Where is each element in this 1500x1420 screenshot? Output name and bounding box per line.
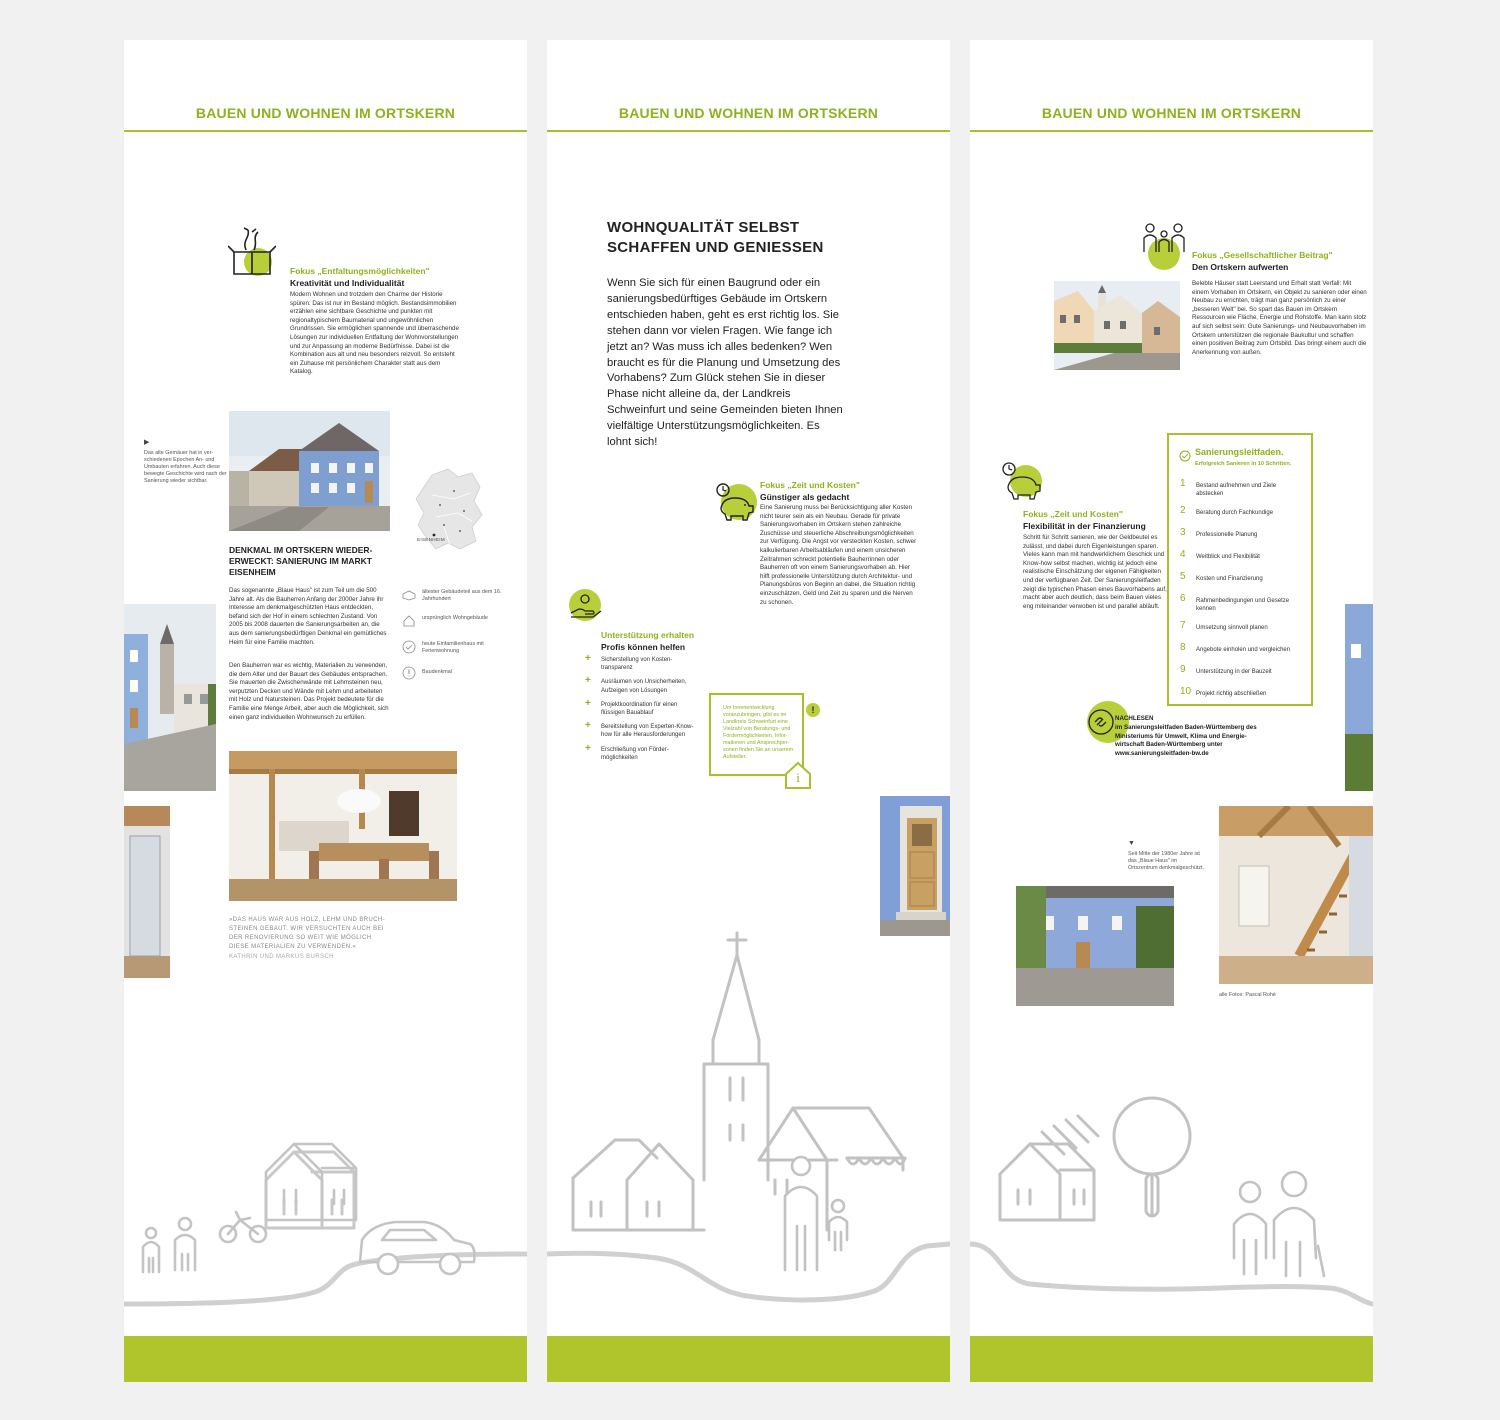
guide-step: 1 Bestand aufnehmen und Ziele abstecken: [1180, 478, 1277, 497]
map-label: EISENHEIM: [417, 537, 445, 542]
list-item: + Bereitstellung von Experten-Know-how für alle Herausforderungen: [585, 720, 694, 739]
cost-title: Günstiger als gedacht: [760, 492, 850, 502]
house-tree-people-illustration: [970, 40, 1373, 1382]
panel-footer-bar: [124, 1336, 527, 1382]
guide-step: 3 Professionelle Planung: [1180, 527, 1258, 538]
photo-credit: alle Fotos: Pascal Rohé: [1219, 992, 1276, 998]
contrib-label: Fokus „Gesellschaftlicher Beitrag": [1192, 250, 1333, 260]
panel-2: [547, 40, 950, 1382]
panel-1: [124, 40, 527, 1382]
fact-item: ursprünglich Wohngebäude: [402, 614, 527, 640]
panel-3: [970, 40, 1373, 1382]
quote: »DAS HAUS WAR AUS HOLZ, LEHM UND BRUCHSTEINEN GEBAUT. WIR VERSUCHTEN AUCH BEI DER RENOVIERUNG SO WEIT WIE MÖGLICH DIESE MATERIALIEN ZU VERWENDEN.«: [229, 917, 385, 950]
info-text: Um Innenentwicklung voranzubringen, gibt es im Landkreis Schweinfurt eine Vielzahl von Beratungs- und Fördermöglichkeiten. Informationen und Ansprechpersonen finden Sie an unserem Aufsteller.: [723, 705, 794, 760]
bottom-scene-illustration: [124, 40, 527, 1382]
quote-author: KATHRIN UND MARKUS BURSCH: [229, 954, 334, 960]
read-link[interactable]: www.sanierungsleitfaden-bw.de: [1115, 750, 1209, 757]
panel-title: BAUEN UND WOHNEN IM ORTSKERN: [195, 105, 456, 121]
guide-step: 9 Unterstützung in der Bauzeit: [1180, 664, 1272, 675]
read-text: im Sanierungsleitfaden Baden-Württemberg des Ministeriums für Umwelt, Klima und Energiewirtschaft Baden-Württemberg unter: [1115, 724, 1257, 749]
cost-label: Fokus „Zeit und Kosten": [760, 480, 860, 490]
panel-footer-bar: [547, 1336, 950, 1382]
list-item: + Projektkoordination für einen flüssigen Bauablauf: [585, 697, 678, 717]
cost-text: Eine Sanierung muss bei Berücksichtigung aller Kosten nicht teurer sein als ein Neubau. Gerade für private Sanierungsvorhaben im Ortskern stehen zahlreiche Zuschüsse und steuerliche Abschreibungsmöglichkeiten zur Verfügung. Die Angst vor versteckten Kosten, schwer kalkulierbaren Arbeitsabläufen und einem unsicheren Zeitrahmen schreckt potentielle Bauherrinnen oder Bauherren oft von einem Sanierungsvorhaben ab. Hier hilft professionelle Unterstützung durch Architektur- und Planungsbüros von Beginn an dabei, die Situation richtig einzuschätzen, Geld und Zeit zu sparen und die Nerven zu schonen.: [760, 504, 917, 606]
side-caption: Das alte Gemäuer hat in verschiedenen Epochen An- und Umbauten erfahren. Auch diese bewegte Geschichte wird nach der Sanierung wieder sichtbar.: [144, 450, 227, 484]
case-text-1: Das sogenannte „Blaue Haus" ist zum Teil um die 500 Jahre alt. Als die Bauherren Anfang der 2000er Jahre ihr Interesse am denkmalgeschützten Haus entdeckten, befand sich der Hof in einem schlechten Zustand. Von 2005 bis 2008 dauerten die Sanierungsarbeiten an, die aus dem sanierungsbedürftigen Denkmal ein gemütliches Heim für eine Familie machten.: [229, 587, 387, 646]
panel-title: BAUEN UND WOHNEN IM ORTSKERN: [1041, 105, 1302, 121]
info-house-icon: i: [783, 760, 813, 790]
support-label: Unterstützung erhalten: [601, 630, 695, 640]
caption-arrow-icon: ▶: [144, 439, 150, 446]
photo-caption: Seit Mitte der 1980er Jahre ist das „Blaue Haus" im Ortszentrum denkmalgeschützt.: [1128, 851, 1205, 871]
guide-step: 6 Rahmenbedingungen und Gesetze kennen: [1180, 593, 1290, 612]
fact-item: heute Einfamilienhaus mit Ferienwohnung: [402, 640, 527, 666]
finance-label: Fokus „Zeit und Kosten": [1023, 509, 1123, 519]
fact-item: Baudenkmal: [402, 666, 527, 692]
guide-step: 7 Umsetzung sinnvoll planen: [1180, 620, 1268, 631]
case-text-2: Den Bauherren war es wichtig, Materialien zu verwenden, die dem Alter und der Bauart des Gebäudes entsprachen. Sie mauerten die Zwischenwände mit Lehmsteinen neu, verputzten Decken und Wände mit Lehm und arbeiteten mit Holz und Natursteinen. Das Projekt bedeutete für die Familie eine Menge Arbeit, aber auch die Möglichkeit, sich einen ganz individuellen Wohnwunsch zu erfüllen.: [229, 662, 389, 721]
panel-title: BAUEN UND WOHNEN IM ORTSKERN: [618, 105, 879, 121]
panel-footer-bar: [970, 1336, 1373, 1382]
list-item: + Erschließung von Fördermöglichkeiten: [585, 742, 669, 761]
read-label: NACHLESEN: [1115, 715, 1154, 722]
support-title: Profis können helfen: [601, 642, 686, 652]
guide-subtitle: Erfolgreich Sanieren in 10 Schritten.: [1195, 461, 1292, 467]
fact-item: ältester Gebäudeteil aus dem 16. Jahrhundert: [402, 588, 527, 614]
focus-label: Fokus „Entfaltungsmöglichkeiten": [290, 266, 430, 276]
guide-step: 8 Angebote einholen und vergleichen: [1180, 642, 1291, 653]
contrib-title: Den Ortskern aufwerten: [1192, 262, 1289, 272]
info-alert-icon: !: [806, 703, 820, 717]
guide-step: 10 Projekt richtig abschließen: [1180, 686, 1267, 697]
guide-step: 4 Weitblick und Flexibilität: [1180, 549, 1260, 560]
guide-title: Sanierungsleitfaden.: [1195, 447, 1284, 457]
contrib-text: Belebte Häuser statt Leerstand und Erhalt statt Verfall: Mit einem Vorhaben im Ortskern, ein Objekt zu sanieren oder einen Neubau zu errichten, trägt man ganz persönlich zu einer „besseren Welt" bei. So spart das Bauen im Ortskern Ressourcen wie Fläche, Energie und Rohstoffe. Man kann stolz auf sich selbst sein: Gute Sanierungs- und Neubauvorhaben im Ortskern unterstützen die regionale Baukultur und schaffen einen positiven Beitrag zum Ortsbild. Das bringt einem auch die Anerkennung von außen.: [1192, 280, 1367, 356]
caption-arrow-icon: ▼: [1128, 840, 1135, 847]
finance-text: Schritt für Schritt sanieren, wie der Geldbeutel es zulässt, und dabei durch Eigenleistungen sparen. Vieles kann man mit handwerklichem Geschick und Know-how selbst machen, wichtig ist jedoch eine realistische Einschätzung der eigenen Fähigkeiten und der verfügbaren Zeit. Der Sanierungsleitfaden zeigt die typischen Phasen eines Bauvorhabens auf, macht aber auch deutlich, dass beim Bauen vieles eng miteinander verwoben ist und parallel abläuft.: [1023, 534, 1167, 610]
headline: WOHNQUALITÄT SELBST SCHAFFEN UND GENIESSEN: [607, 219, 824, 256]
guide-step: 2 Beratung durch Fachkundige: [1180, 505, 1274, 516]
focus-text: Modern Wohnen und trotzdem den Charme der Historie spüren: Das ist nur im Bestand möglich. Bestandsimmobilien erzählen eine sichtbare Geschichte und punkten mit regionaltypischem Baumaterial und ungewöhnlichen Grundrissen. Sie ermöglichen spannende und überraschende Lösungen zur individuellen Entfaltung der Wohnvorstellungen und zur Anpassung an moderne Bedürfnisse. Dabei ist die Kombination aus alt und neu besonders reizvoll. So entsteht ein Zuhause mit persönlichem Charakter statt aus dem Katalog.: [290, 291, 459, 376]
case-title: DENKMAL IM ORTSKERN WIEDERERWECKT: SANIERUNG IM MARKT EISENHEIM: [229, 545, 373, 577]
list-item: + Sicherstellung von Kostentransparenz: [585, 653, 673, 672]
intro-text: Wenn Sie sich für einen Baugrund oder ein sanierungsbedürftiges Gebäude im Ortskern entschieden haben, geht es erst richtig los. Sie stehen dann vor vielen Fragen. Wie fange ich jetzt an? Was muss ich alles bedenken? Wen braucht es für die Planung und Umsetzung des Vorhabens? Zum Glück stehen Sie in dieser Phase nicht alleine da, der Landkreis Schweinfurt und seine Gemeinden bieten Ihnen vielfältige Unterstützungsmöglichkeiten. Es lohnt sich!: [607, 277, 843, 449]
list-item: + Ausräumen von Unsicherheiten, Aufzeigen von Lösungen: [585, 675, 687, 694]
focus-title: Kreativität und Individualität: [290, 278, 405, 288]
finance-title: Flexibilität in der Finanzierung: [1023, 521, 1146, 531]
town-church-illustration: [547, 40, 950, 1382]
guide-step: 5 Kosten und Finanzierung: [1180, 571, 1263, 582]
